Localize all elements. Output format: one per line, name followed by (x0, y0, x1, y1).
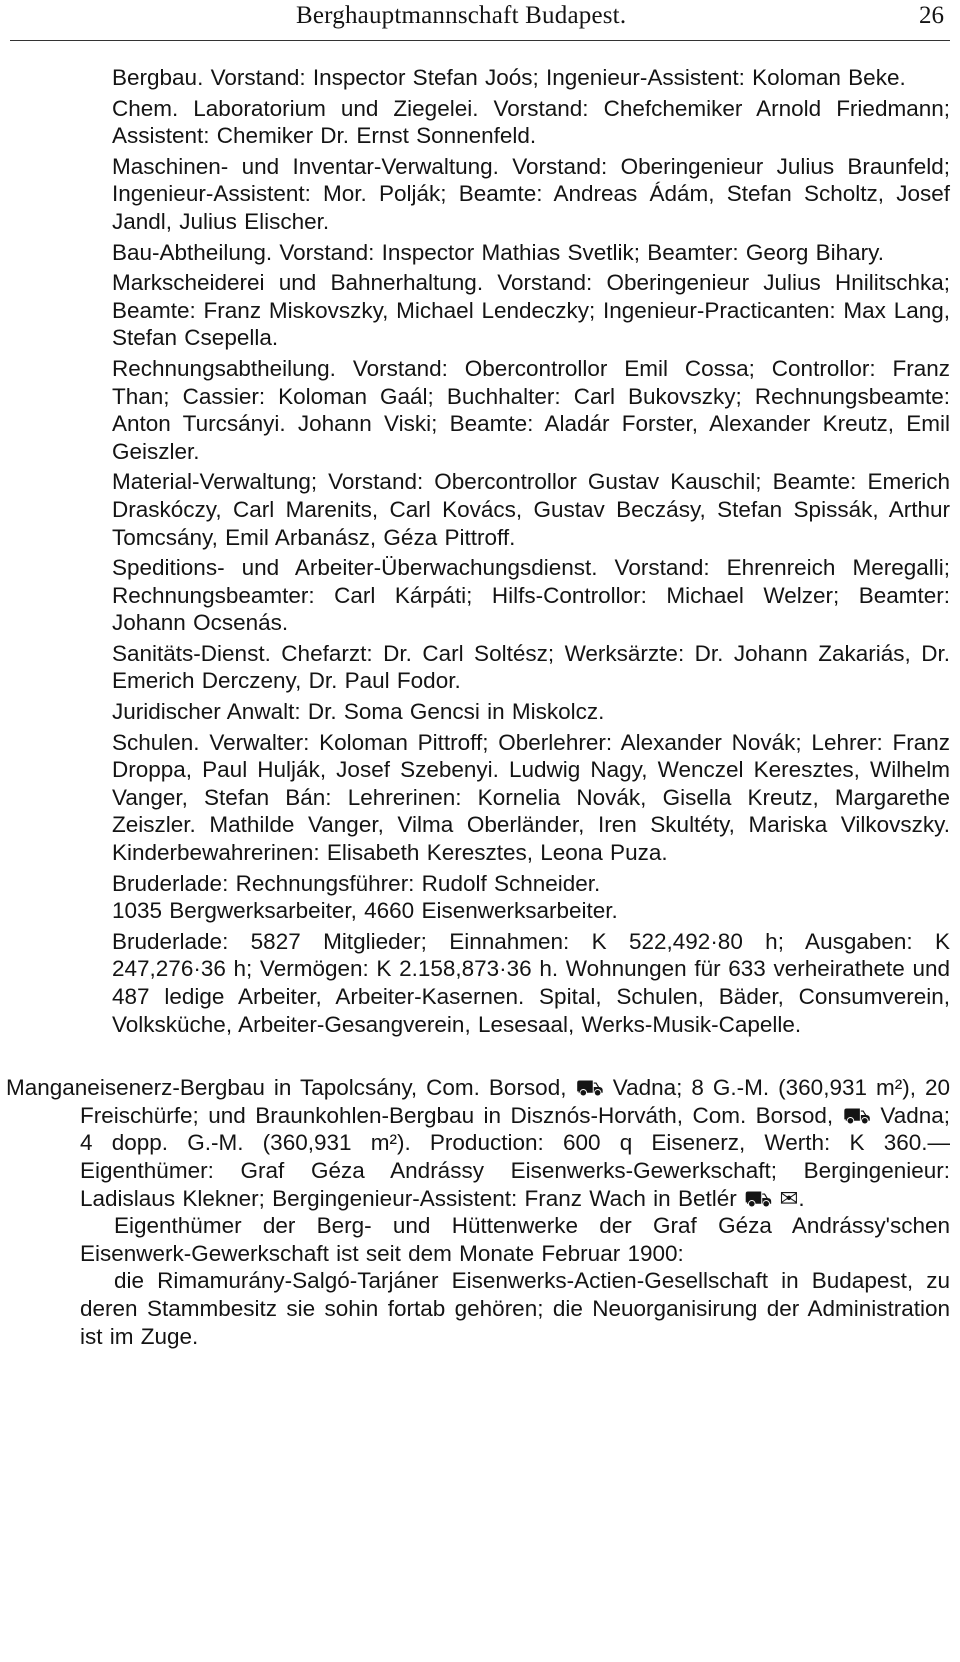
running-header (10, 0, 950, 41)
paragraph-markscheiderei: Markscheiderei und Bahnerhaltung. Vorstand: Oberingenieur Julius Hnilitschka; Beamte: Franz Miskovszky, Michael Lendeczky; Ingenieur-Practicanten: Max Lang, Stefan Csepella. (112, 270, 950, 351)
paragraph-bruderlade-stats: Bruderlade: 5827 Mitglieder; Einnahmen: K 522,492·80 h; Ausgaben: K 247,276·36 h; Vermögen: K 2.158,873·36 h. Wohnungen für 633 verheirathete und 487 ledige Arbeiter, Arbeiter-Kasernen. Spital, Schulen, Bäder, Consumverein, Volksküche, Arbeiter-Gesangverein, Lesesaal, Werks-Musik-Capelle. (112, 928, 950, 1037)
paragraph-arbeiter-count: 1035 Bergwerksarbeiter, 4660 Eisenwerksarbeiter. (112, 898, 618, 924)
paragraph-laboratorium: Chem. Laboratorium und Ziegelei. Vorstand: Chefchemiker Arnold Friedmann; Assistent: Chemiker Dr. Ernst Sonnenfeld. (112, 95, 950, 149)
paragraph-maschinen: Maschinen- und Inventar-Verwaltung. Vorstand: Oberingenieur Julius Braunfeld; Ingenieur-Assistent: Mor. Polják; Beamte: Andreas Ádám, Stefan Scholtz, Josef Jandl, Julius Elischer. (112, 153, 950, 234)
paragraph-material-verwaltung: Material-Verwaltung; Vorstand: Obercontrollor Gustav Kauschil; Beamte: Emerich Draskóczy, Carl Marenits, Carl Kovács, Gustav Beczásy, Stefan Spissák, Arthur Tomcsány, Emil Arbanász, Géza Pittroff. (112, 469, 950, 550)
page-body (0, 64, 960, 1350)
page-number: 26 (919, 2, 944, 29)
header-title: Berghauptmannschaft Budapest. (296, 2, 627, 29)
paragraph-schulen: Schulen. Verwalter: Koloman Pittroff; Oberlehrer: Alexander Novák; Lehrer: Franz Droppa, Paul Hulják, Josef Szebenyi. Ludwig Nagy, Wenczel Keresztes, Wilhelm Vanger, Stefan Bán: Lehrerinen: Kornelia Novák, Gisella Kreutz, Margarethe Zeiszler. Mathilde Vanger, Vilma Oberländer, Iren Skultéty, Mariska Vilkovszky. Kinderbewahrerinen: Elisabeth Keresztes, Leona Puza. (112, 729, 950, 866)
paragraph-eigenthuemer: Eigenthümer der Berg- und Hüttenwerke der Graf Géza Andrássy'schen Eisenwerk-Gewerkschaft ist seit dem Monate Februar 1900: (80, 1213, 950, 1266)
paragraph-bau-abtheilung: Bau-Abtheilung. Vorstand: Inspector Mathias Svetlik; Beamter: Georg Bihary. (112, 239, 884, 265)
paragraph-rimamurany: die Rimamurány-Salgó-Tarjáner Eisenwerks-Actien-Gesellschaft in Budapest, zu deren Stammbesitz sie sohin fortab gehören; die Neuorganisirung der Administration ist im Zuge. (80, 1268, 950, 1349)
paragraph-rechnungsabtheilung: Rechnungsabtheilung. Vorstand: Obercontrollor Emil Cossa; Controllor: Franz Than; Cassier: Koloman Gaál; Buchhalter: Carl Bukovszky; Rechnungsbeamte: Anton Turcsányi. Johann Viski; Beamte: Aladár Forster, Alexander Kreutz, Emil Geiszler. (112, 355, 950, 464)
paragraph-bruderlade-rechnungsfuehrer: Bruderlade: Rechnungsführer: Rudolf Schneider. (112, 870, 601, 896)
paragraph-bergbau: Bergbau. Vorstand: Inspector Stefan Joós; Ingenieur-Assistent: Koloman Beke. (112, 65, 906, 90)
paragraph-manganeisenerz: Manganeisenerz-Bergbau in Tapolcsány, Com. Borsod, ⛟ Vadna; 8 G.-M. (360,931 m²), 20 Freischürfe; und Braunkohlen-Bergbau in Disznós-Horváth, Com. Borsod, ⛟ Vadna; 4 dopp. G.-M. (360,931 m²). Production: 600 q Eisenerz, Werth: K 360.— Eigenthümer: Graf Géza Andrássy Eisenwerks-Gewerkschaft; Bergingenieur: Ladislaus Klekner; Bergingenieur-Assistent: Franz Wach in Betlér ⛟ ✉. (6, 1075, 950, 1211)
paragraph-juridischer-anwalt: Juridischer Anwalt: Dr. Soma Gencsi in Miskolcz. (112, 699, 605, 725)
paragraph-sanitaets-dienst: Sanitäts-Dienst. Chefarzt: Dr. Carl Soltész; Werksärzte: Dr. Johann Zakariás, Dr. Emerich Derczeny, Dr. Paul Fodor. (112, 640, 950, 694)
paragraph-speditions: Speditions- und Arbeiter-Überwachungsdienst. Vorstand: Ehrenreich Meregalli; Rechnungsbeamter: Carl Kárpáti; Hilfs-Controllor: Michael Welzer; Beamter: Johann Ocsenás. (112, 555, 950, 636)
